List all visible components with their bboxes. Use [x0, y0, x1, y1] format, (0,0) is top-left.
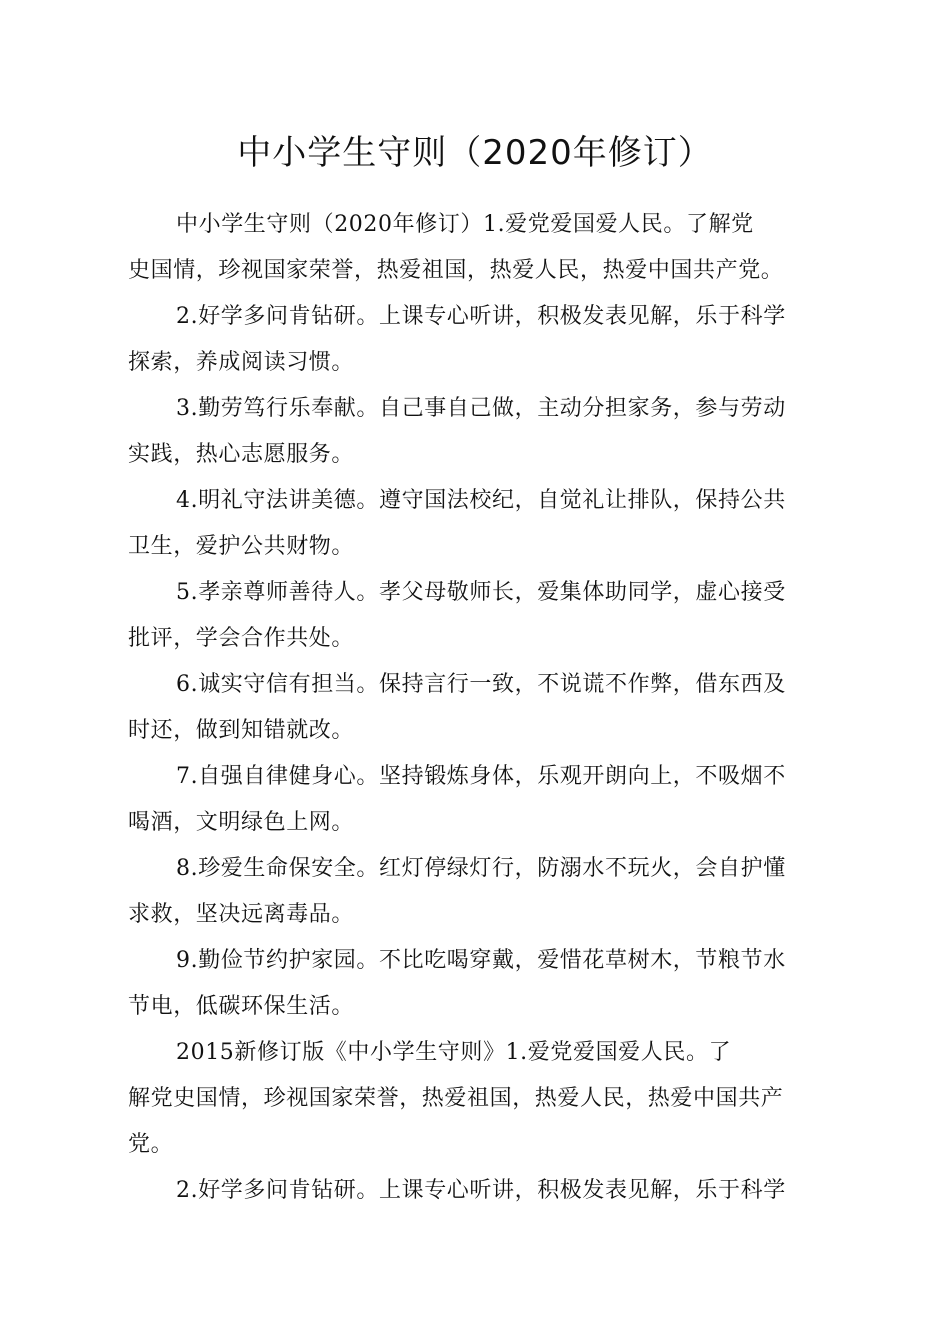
paragraph-line: 5.孝亲尊师善待人。孝父母敬师长，爱集体助同学，虚心接受 [176, 580, 786, 605]
paragraph-line: 2.好学多问肯钻研。上课专心听讲，积极发表见解，乐于科学 [176, 304, 786, 329]
paragraph-line: 实践，热心志愿服务。 [128, 442, 355, 467]
paragraph [128, 202, 828, 294]
paragraph [128, 938, 828, 1030]
paragraph-line: 节电，低碳环保生活。 [128, 994, 355, 1019]
paragraph [128, 570, 828, 662]
paragraph-line: 时还，做到知错就改。 [128, 718, 355, 743]
paragraph-line: 4.明礼守法讲美德。遵守国法校纪，自觉礼让排队，保持公共 [176, 488, 786, 513]
paragraph-line: 9.勤俭节约护家园。不比吃喝穿戴，爱惜花草树木，节粮节水 [176, 948, 786, 973]
paragraph [128, 754, 828, 846]
paragraph-line: 卫生，爱护公共财物。 [128, 534, 355, 559]
paragraph-line: 探索，养成阅读习惯。 [128, 350, 355, 375]
paragraph [128, 846, 828, 938]
document-title: 中小学生守则（2020年修订） [237, 133, 713, 173]
paragraph [128, 1168, 828, 1214]
paragraph-line: 2015新修订版《中小学生守则》1.爱党爱国爱人民。了 [176, 1040, 732, 1065]
document-body [128, 202, 828, 1214]
paragraph [128, 386, 828, 478]
paragraph-line: 8.珍爱生命保安全。红灯停绿灯行，防溺水不玩火，会自护懂 [176, 856, 786, 881]
paragraph-line: 7.自强自律健身心。坚持锻炼身体，乐观开朗向上，不吸烟不 [176, 764, 786, 789]
paragraph-line: 2.好学多问肯钻研。上课专心听讲，积极发表见解，乐于科学 [176, 1178, 786, 1203]
paragraph-line: 史国情，珍视国家荣誉，热爱祖国，热爱人民，热爱中国共产党。 [128, 258, 784, 283]
paragraph [128, 1030, 828, 1168]
paragraph-line: 求救，坚决远离毒品。 [128, 902, 355, 927]
paragraph-line: 喝酒，文明绿色上网。 [128, 810, 355, 835]
paragraph [128, 294, 828, 386]
paragraph-line: 批评，学会合作共处。 [128, 626, 355, 651]
paragraph-line: 3.勤劳笃行乐奉献。自己事自己做，主动分担家务，参与劳动 [176, 396, 786, 421]
paragraph-line: 6.诚实守信有担当。保持言行一致，不说谎不作弊，借东西及 [176, 672, 786, 697]
paragraph-line: 中小学生守则（2020年修订）1.爱党爱国爱人民。了解党 [176, 212, 754, 237]
paragraph [128, 662, 828, 754]
paragraph [128, 478, 828, 570]
paragraph-line: 党。 [128, 1132, 174, 1157]
paragraph-line: 解党史国情，珍视国家荣誉，热爱祖国，热爱人民，热爱中国共产 [128, 1086, 784, 1111]
